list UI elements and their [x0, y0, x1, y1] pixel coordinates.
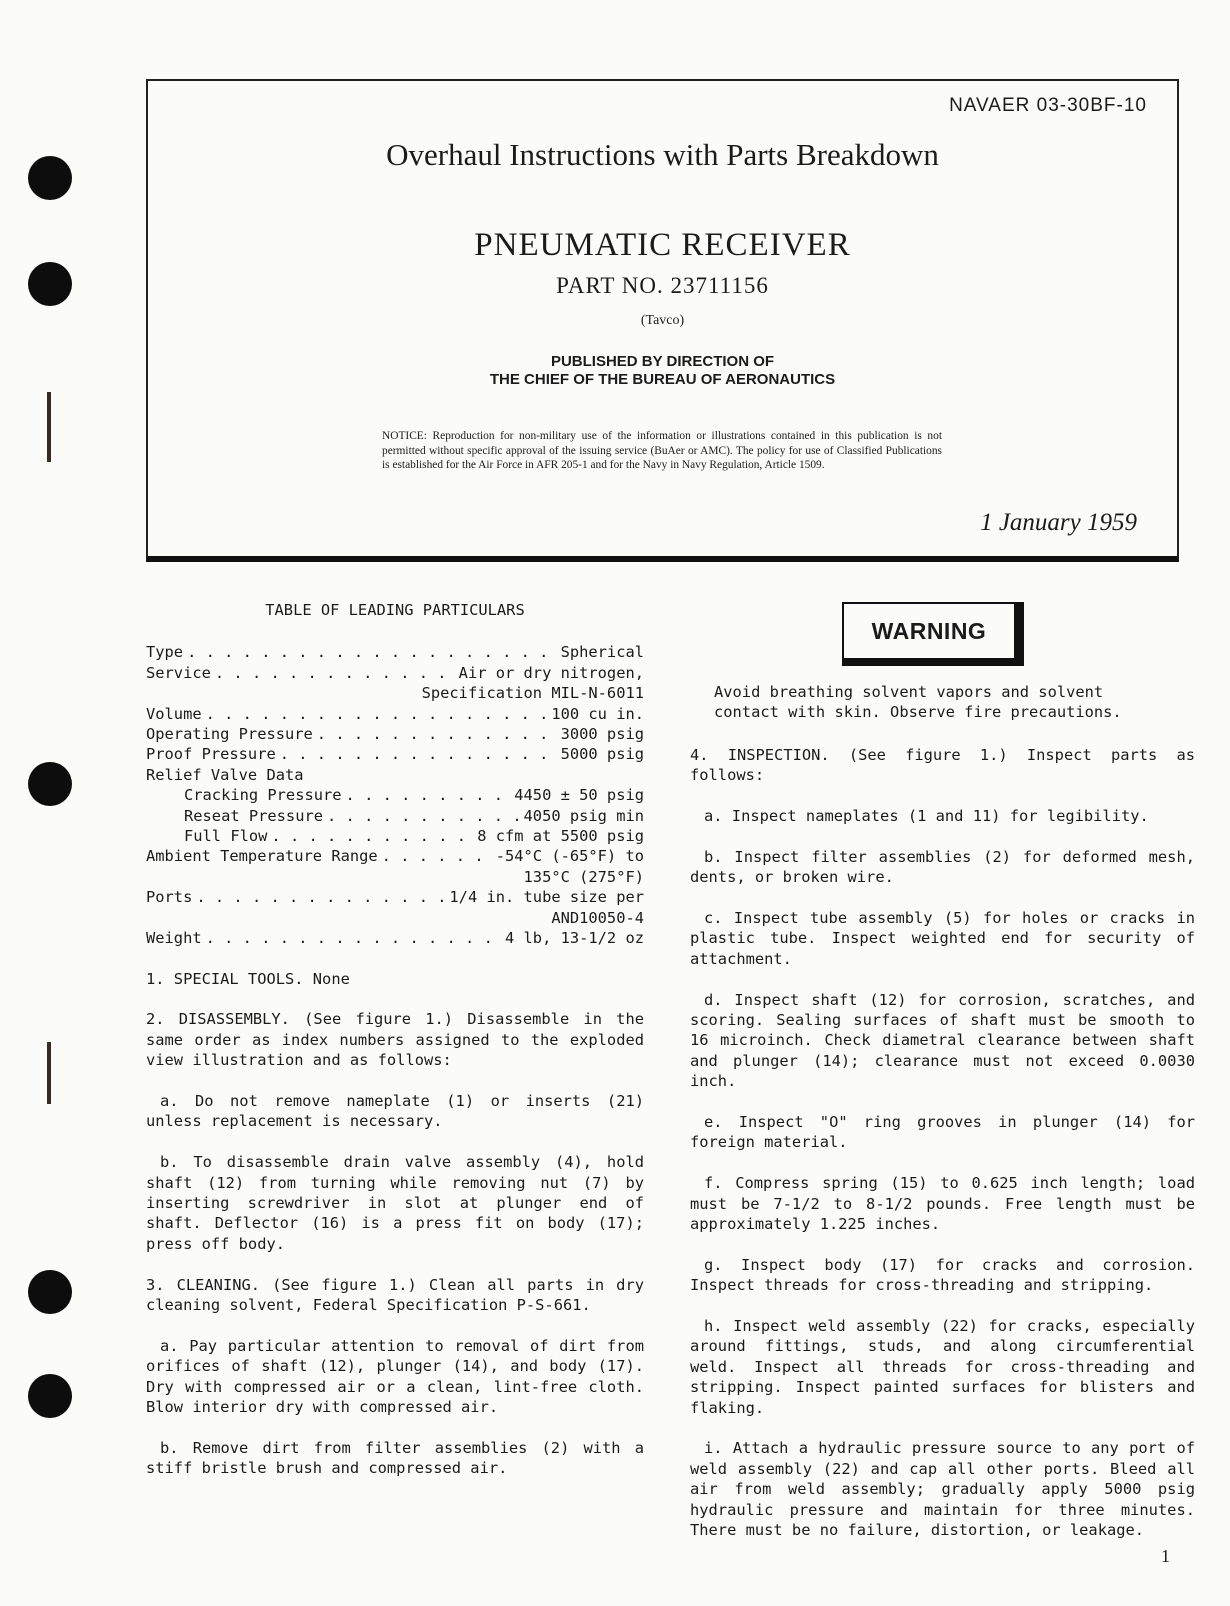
particular-row: Volume . . . 100 cu in. — [146, 704, 644, 724]
inspection-step-a: a. Inspect nameplates (1 and 11) for legibility. — [704, 807, 1149, 826]
leader-dots — [327, 806, 520, 826]
particular-group-label: Relief Valve Data — [146, 765, 304, 784]
section-special-tools: 1. SPECIAL TOOLS. None — [146, 969, 350, 988]
particular-row: Type . . . Spherical — [146, 642, 644, 662]
product-name: PNEUMATIC RECEIVER — [474, 227, 851, 263]
binder-hole — [28, 1374, 72, 1418]
publisher-statement — [148, 353, 1177, 389]
binder-hole — [28, 262, 72, 306]
leader-dots — [382, 846, 492, 866]
disassembly-step-a: a. Do not remove nameplate (1) or inserts (21) unless replacement is necessary. — [146, 1091, 644, 1131]
leader-dots — [280, 744, 557, 764]
inspection-step-f: f. Compress spring (15) to 0.625 inch length; load must be 7-1/2 to 8-1/2 pounds. Free length must be approximately 1.225 inches. — [690, 1174, 1195, 1234]
section-cleaning: 3. CLEANING. (See figure 1.) Clean all parts in dry cleaning solvent, Federal Specification P-S-661. — [146, 1275, 644, 1314]
cleaning-step-a: a. Pay particular attention to removal of dirt from orifices of shaft (12), plunger (14), and body (17). Dry with compressed air or a clean, lint-free cloth. Blow interior dry with compressed air. — [146, 1336, 644, 1416]
leading-particulars-table — [146, 642, 644, 948]
publisher-line-2: THE CHIEF OF THE BUREAU OF AERONAUTICS — [489, 371, 836, 388]
manufacturer: (Tavco) — [640, 313, 685, 328]
section-inspection: 4. INSPECTION. (See figure 1.) Inspect parts as follows: — [690, 745, 1195, 785]
particular-row: Weight . . . 4 lb, 13-1/2 oz — [146, 928, 644, 948]
reproduction-notice: NOTICE: Reproduction for non-military use of the information or illustrations contained in this publication is not permitted without specific approval of the issuing service (BuAer or AMC). The policy for use of Classified Publications is established for the Air Force in AFR 205-1 and for the Navy in Navy Regulation, Article 1509. — [382, 430, 942, 471]
leader-dots — [206, 928, 501, 948]
particular-continuation: AND10050-4 — [551, 908, 644, 927]
document-id: NAVAER 03-30BF-10 — [949, 95, 1147, 116]
publisher-line-1: PUBLISHED BY DIRECTION OF — [550, 353, 775, 370]
particular-row: Ports . . . 1/4 in. tube size per — [146, 887, 644, 907]
inspection-step-g: g. Inspect body (17) for cracks and corrosion. Inspect threads for cross-threading and stripping. — [690, 1255, 1195, 1295]
particular-continuation: Specification MIL-N-6011 — [421, 684, 644, 703]
binder-hole — [28, 762, 72, 806]
particular-row: Operating Pressure . . . 3000 psig — [146, 724, 644, 744]
leader-dots — [206, 704, 548, 724]
inspection-step-d: d. Inspect shaft (12) for corrosion, scratches, and scoring. Sealing surfaces of shaft must be smooth to 16 microinch. Check diametral clearance between shaft and plunger (14); clearance must not exceed 0.0030 inch. — [690, 990, 1195, 1091]
particulars-title: TABLE OF LEADING PARTICULARS — [265, 601, 525, 619]
inspection-step-c: c. Inspect tube assembly (5) for holes or cracks in plastic tube. Inspect weighted end for security of attachment. — [690, 909, 1195, 968]
publication-date: 1 January 1959 — [980, 509, 1137, 536]
particular-row: Reseat Pressure . . . 4050 psig min — [146, 806, 644, 826]
inspection-step-e: e. Inspect "O" ring grooves in plunger (14) for foreign material. — [690, 1113, 1195, 1152]
margin-mark — [47, 1042, 51, 1104]
left-column — [146, 600, 644, 1499]
particular-row: Proof Pressure . . . 5000 psig — [146, 744, 644, 764]
leader-dots — [196, 887, 445, 907]
binder-hole — [28, 1270, 72, 1314]
leader-dots — [271, 826, 473, 846]
particular-row: Ambient Temperature Range . . . -54°C (-65°F) to — [146, 846, 644, 866]
cleaning-step-b: b. Remove dirt from filter assemblies (2) with a stiff bristle brush and compressed air. — [146, 1438, 644, 1478]
leader-dots — [317, 724, 557, 744]
right-column — [690, 600, 1195, 1561]
section-disassembly: 2. DISASSEMBLY. (See figure 1.) Disassemble in the same order as index numbers assigned to the exploded view illustration and as follows: — [146, 1010, 644, 1070]
page-number: 1 — [1161, 1546, 1170, 1566]
inspection-step-h: h. Inspect weld assembly (22) for cracks, especially around fittings, studs, and along circumferential weld. Inspect all threads for cross-threading and stripping. Inspect painted surfaces for blisters and flaking. — [690, 1317, 1195, 1417]
particular-row: Cracking Pressure . . . 4450 ± 50 psig — [146, 785, 644, 805]
cover-box — [146, 79, 1179, 562]
leader-dots — [187, 642, 557, 662]
warning-label: WARNING — [842, 602, 1024, 666]
particular-row: Full Flow . . . 8 cfm at 5500 psig — [146, 826, 644, 846]
binder-hole — [28, 156, 72, 200]
warning-callout — [842, 600, 1195, 666]
particular-row: Service . . . Air or dry nitrogen, — [146, 663, 644, 683]
margin-mark — [47, 392, 51, 462]
inspection-step-i: i. Attach a hydraulic pressure source to any port of weld assembly (22) and cap all other ports. Bleed all air from weld assembly; gradually apply 5000 psig hydraulic pressure and maintain for three minutes. There must be no failure, distortion, or leakage. — [690, 1439, 1195, 1540]
document-title: Overhaul Instructions with Parts Breakdown — [386, 137, 939, 172]
particular-continuation: 135°C (275°F) — [523, 867, 644, 886]
leader-dots — [346, 785, 511, 805]
leader-dots — [215, 663, 455, 683]
warning-text: Avoid breathing solvent vapors and solvent contact with skin. Observe fire precautions. — [714, 683, 1122, 722]
disassembly-step-b: b. To disassemble drain valve assembly (4), hold shaft (12) from turning while removing nut (7) by inserting screwdriver in slot at plunger end of shaft. Deflector (16) is a press fit on body (17); press off body. — [146, 1153, 644, 1253]
inspection-step-b: b. Inspect filter assemblies (2) for deformed mesh, dents, or broken wire. — [690, 847, 1195, 887]
part-number: PART NO. 23711156 — [556, 273, 769, 298]
